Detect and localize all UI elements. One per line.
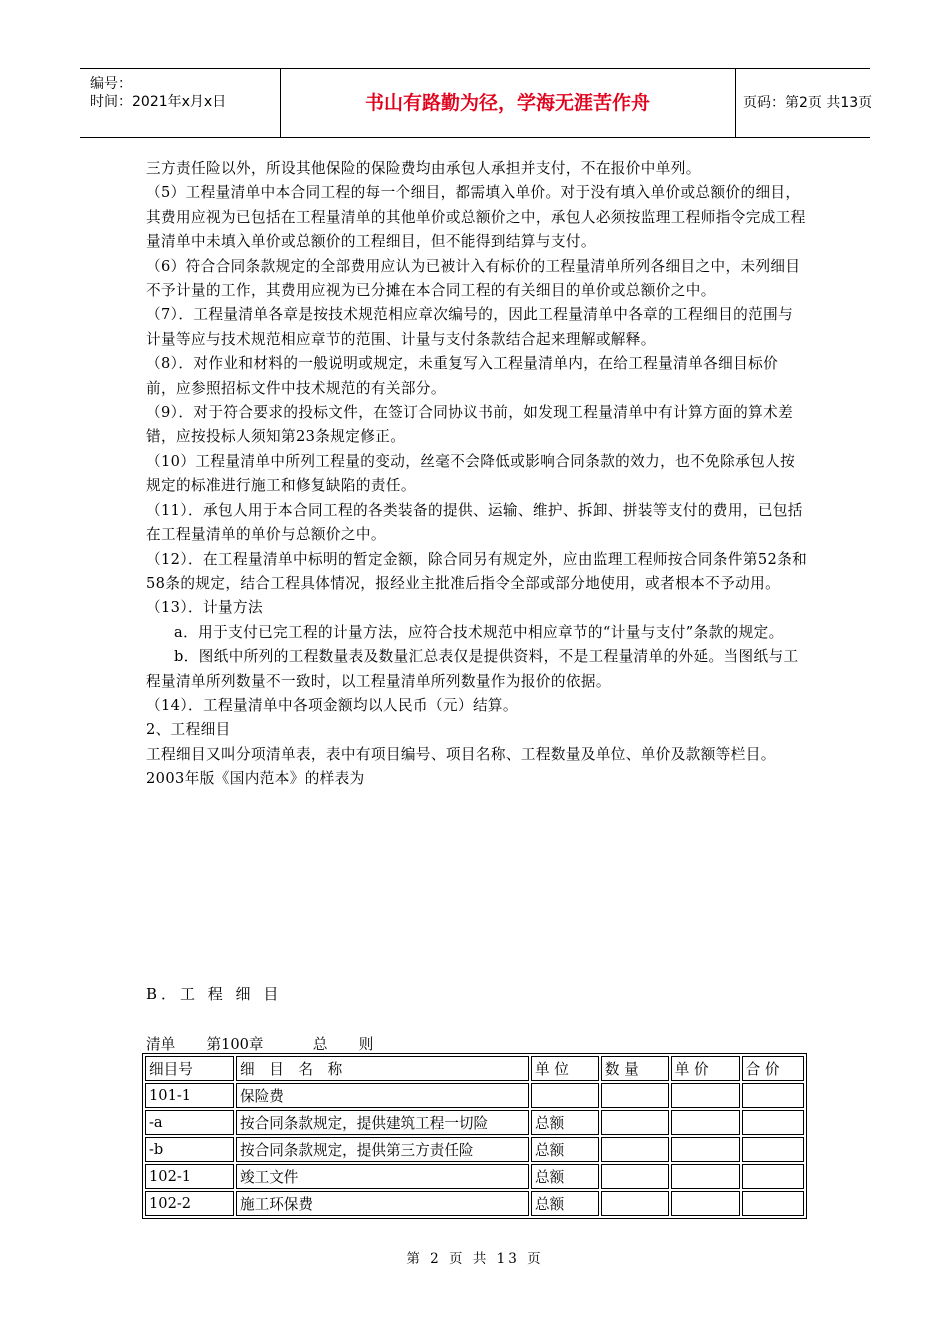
table-cell bbox=[742, 1137, 804, 1162]
table-cell: 101-1 bbox=[145, 1083, 234, 1108]
caption-part: 第100章 bbox=[206, 1036, 264, 1053]
paragraph: （10）工程量清单中所列工程量的变动，丝毫不会降低或影响合同条款的效力，也不免除承包人按规定的标准进行施工和修复缺陷的责任。 bbox=[146, 452, 796, 495]
body-text bbox=[146, 157, 808, 792]
table-cell bbox=[742, 1110, 804, 1135]
paragraph: a．用于支付已完工程的计量方法，应符合技术规范中相应章节的“计量与支付”条款的规定。 bbox=[174, 623, 784, 641]
table-cell bbox=[671, 1137, 740, 1162]
paragraph: （13）．计量方法 bbox=[146, 599, 264, 617]
table-cell bbox=[531, 1083, 599, 1108]
paragraph: 工程细目又叫分项清单表，表中有项目编号、项目名称、工程数量及单位、单价及款额等栏目。2003年版《国内范本》的样表为 bbox=[146, 745, 776, 788]
header-cell: 单 位 bbox=[531, 1056, 599, 1081]
table-cell bbox=[601, 1083, 669, 1108]
table-row bbox=[145, 1137, 804, 1162]
serial-label: 编号： bbox=[90, 76, 132, 92]
bill-table bbox=[142, 1053, 807, 1219]
header-cell: 细目号 bbox=[145, 1056, 234, 1081]
table-cell bbox=[671, 1110, 740, 1135]
table-cell bbox=[671, 1083, 740, 1108]
page-header bbox=[80, 68, 873, 138]
table-cell bbox=[671, 1191, 740, 1216]
table-cell bbox=[742, 1083, 804, 1108]
section-b-title: B．工 程 细 目 bbox=[146, 985, 283, 1003]
header-cell: 细 目 名 称 bbox=[236, 1056, 529, 1081]
table-cell: 按合同条款规定，提供建筑工程一切险 bbox=[236, 1110, 529, 1135]
table-cell bbox=[671, 1164, 740, 1189]
header-meta bbox=[80, 69, 281, 137]
table-cell: 102-1 bbox=[145, 1164, 234, 1189]
table-cell: 总额 bbox=[531, 1137, 599, 1162]
paragraph: （12）．在工程量清单中标明的暂定金额，除合同另有规定外，应由监理工程师按合同条件第52条和58条的规定，结合工程具体情况，报经业主批准后指令全部或部分地使用，或者根本不予动用。 bbox=[146, 550, 808, 592]
table-cell: 总额 bbox=[531, 1110, 599, 1135]
table-cell bbox=[601, 1191, 669, 1216]
table-row bbox=[145, 1110, 804, 1135]
header-cell: 数 量 bbox=[601, 1056, 669, 1081]
section-heading: 2、工程细目 bbox=[146, 721, 231, 739]
table-cell: 总额 bbox=[531, 1164, 599, 1189]
table-row bbox=[145, 1083, 804, 1108]
table-row bbox=[145, 1164, 804, 1189]
paragraph: （6）符合合同条款规定的全部费用应认为已被计入有标价的工程量清单所列各细目之中，未列细目不予计量的工作，其费用应视为已分摊在本合同工程的有关细目的单价或总额价之中。 bbox=[146, 257, 801, 300]
table-cell: -a bbox=[145, 1110, 234, 1135]
time-label: 时间：2021年x月x日 bbox=[90, 94, 227, 110]
table-cell bbox=[601, 1164, 669, 1189]
paragraph: （11）．承包人用于本合同工程的各类装备的提供、运输、维护、拆卸、拼装等支付的费用，已包括在工程量清单的单价与总额价之中。 bbox=[146, 501, 803, 544]
table-cell bbox=[742, 1164, 804, 1189]
table-cell: 施工环保费 bbox=[236, 1191, 529, 1216]
table-cell: 竣工文件 bbox=[236, 1164, 529, 1189]
header-page-info: 页码：第2页 共13页 bbox=[743, 95, 873, 111]
header-cell: 单 价 bbox=[671, 1056, 740, 1081]
table-caption bbox=[146, 1033, 373, 1054]
table-cell: -b bbox=[145, 1137, 234, 1162]
page-footer: 第 2 页 共 13 页 bbox=[406, 1251, 544, 1267]
table-cell: 102-2 bbox=[145, 1191, 234, 1216]
table-cell bbox=[601, 1110, 669, 1135]
paragraph: （8）．对作业和材料的一般说明或规定，未重复写入工程量清单内，在给工程量清单各细目标价前，应参照招标文件中技术规范的有关部分。 bbox=[146, 355, 779, 397]
table-header-row bbox=[145, 1056, 804, 1081]
paragraph: b．图纸中所列的工程数量表及数量汇总表仅是提供资料，不是工程量清单的外延。当图纸与工程量清单所列数量不一致时，以工程量清单所列数量作为报价的依据。 bbox=[146, 648, 799, 690]
table-cell: 按合同条款规定，提供第三方责任险 bbox=[236, 1137, 529, 1162]
paragraph: （14）．工程量清单中各项金额均以人民币（元）结算。 bbox=[146, 696, 518, 714]
table-row bbox=[145, 1191, 804, 1216]
header-motto: 书山有路勤为径，学海无涯苦作舟 bbox=[280, 69, 736, 137]
header-cell: 合 价 bbox=[742, 1056, 804, 1081]
table-cell: 总额 bbox=[531, 1191, 599, 1216]
caption-part: 总 bbox=[312, 1036, 328, 1053]
paragraph: （9）．对于符合要求的投标文件，在签订合同协议书前，如发现工程量清单中有计算方面的算术差错，应按投标人须知第23条规定修正。 bbox=[146, 404, 794, 446]
paragraph: 三方责任险以外，所设其他保险的保险费均由承包人承担并支付，不在报价中单列。 bbox=[146, 160, 701, 177]
paragraph: （7）．工程量清单各章是按技术规范相应章次编号的，因此工程量清单中各章的工程细目的范围与计量等应与技术规范相应章节的范围、计量与支付条款结合起来理解或解释。 bbox=[146, 306, 794, 348]
table-cell bbox=[601, 1137, 669, 1162]
caption-part: 清单 bbox=[146, 1036, 176, 1053]
table-cell bbox=[742, 1191, 804, 1216]
table-cell: 保险费 bbox=[236, 1083, 529, 1108]
caption-part: 则 bbox=[358, 1036, 374, 1053]
paragraph: （5）工程量清单中本合同工程的每一个细目，都需填入单价。对于没有填入单价或总额价的细目，其费用应视为已包括在工程量清单的其他单价或总额价之中，承包人必须按监理工程师指令完成工程量清单中未填入单价或总额价的工程细目，但不能得到结算与支付。 bbox=[146, 184, 806, 251]
